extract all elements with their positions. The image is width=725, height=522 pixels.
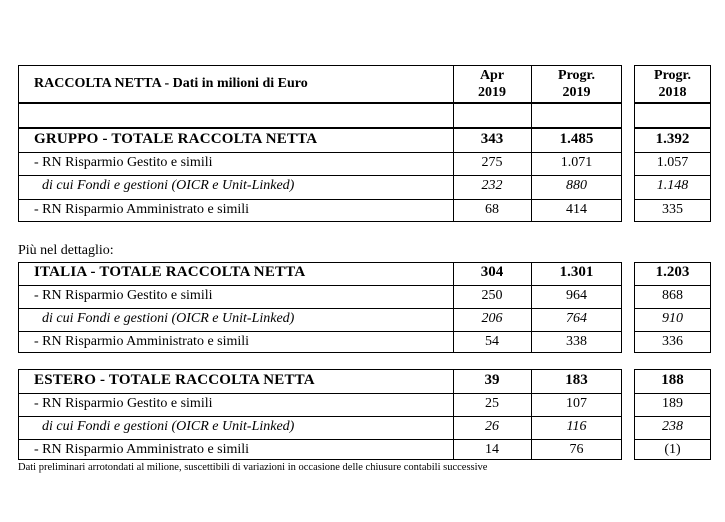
gruppo-fondi-apr2019: 232 — [481, 178, 503, 193]
row-divider — [634, 152, 711, 153]
column-header-line: Progr. — [654, 68, 691, 83]
gruppo-amministrato-progr2019: 414 — [566, 202, 587, 217]
row-divider — [634, 285, 711, 286]
row-divider — [634, 199, 711, 200]
row-divider — [634, 175, 711, 176]
estero-total-apr2019: 39 — [484, 372, 500, 388]
row-divider — [634, 393, 711, 394]
estero-amministrato-apr2019: 14 — [485, 442, 499, 457]
italia-gestito-label: - RN Risparmio Gestito e simili — [34, 288, 213, 303]
estero-total-progr2019: 183 — [565, 372, 588, 388]
italia-fondi-apr2019: 206 — [481, 311, 503, 326]
table-title: RACCOLTA NETTA - Dati in milioni di Euro — [34, 76, 308, 91]
estero-fondi-progr2018: 238 — [662, 419, 683, 434]
column-header-line: 2019 — [562, 85, 591, 100]
gruppo-gestito-apr2019: 275 — [481, 155, 503, 170]
gruppo-gestito-progr2018: 1.057 — [656, 155, 689, 170]
estero-total-label: ESTERO - TOTALE RACCOLTA NETTA — [34, 372, 315, 388]
estero-fondi-apr2019: 26 — [485, 419, 499, 434]
gruppo-amministrato-apr2019: 68 — [485, 202, 499, 217]
estero-gestito-apr2019: 25 — [485, 396, 499, 411]
row-divider — [18, 285, 622, 286]
row-divider — [634, 308, 711, 309]
column-header-line: 2019 — [478, 85, 506, 100]
italia-total-apr2019: 304 — [480, 264, 504, 280]
estero-gestito-progr2018: 189 — [662, 396, 683, 411]
estero-gestito-label: - RN Risparmio Gestito e simili — [34, 396, 213, 411]
spacer-row-right — [634, 103, 711, 128]
row-divider — [18, 152, 622, 153]
column-header-progr-2019 — [531, 67, 622, 101]
gruppo-gestito-progr2019: 1.071 — [560, 155, 593, 170]
gruppo-gestito-label: - RN Risparmio Gestito e simili — [34, 155, 213, 170]
row-divider — [634, 331, 711, 332]
estero-fondi-label: di cui Fondi e gestioni (OICR e Unit-Linked) — [42, 419, 295, 434]
italia-gestito-apr2019: 250 — [481, 288, 503, 303]
italia-fondi-progr2018: 910 — [662, 311, 683, 326]
estero-gestito-progr2019: 107 — [566, 396, 587, 411]
column-header-line: Progr. — [558, 68, 595, 83]
gruppo-fondi-progr2018: 1.148 — [656, 178, 689, 193]
row-divider — [634, 416, 711, 417]
row-divider — [634, 439, 711, 440]
row-divider — [18, 331, 622, 332]
gruppo-amministrato-label: - RN Risparmio Amministrato e simili — [34, 202, 250, 217]
row-divider — [18, 393, 622, 394]
estero-amministrato-label: - RN Risparmio Amministrato e simili — [34, 442, 250, 457]
divider — [531, 103, 532, 128]
italia-total-label: ITALIA - TOTALE RACCOLTA NETTA — [34, 264, 306, 280]
gruppo-amministrato-progr2018: 335 — [662, 202, 683, 217]
italia-total-progr2019: 1.301 — [559, 264, 594, 280]
row-divider — [18, 199, 622, 200]
detail-caption: Più nel dettaglio: — [18, 243, 114, 258]
estero-amministrato-progr2019: 76 — [569, 442, 584, 457]
column-header-progr-2018 — [634, 67, 711, 101]
estero-fondi-progr2019: 116 — [566, 419, 587, 434]
gruppo-total-progr2018: 1.392 — [655, 131, 690, 147]
italia-fondi-progr2019: 764 — [566, 311, 587, 326]
italia-amministrato-apr2019: 54 — [485, 334, 499, 349]
column-header-apr-2019 — [453, 67, 531, 101]
italia-amministrato-label: - RN Risparmio Amministrato e simili — [34, 334, 250, 349]
italia-total-progr2018: 1.203 — [655, 264, 690, 280]
footnote: Dati preliminari arrotondati al milione, suscettibili di variazioni in occasione delle chiusure contabili successive — [18, 462, 488, 473]
row-divider — [18, 308, 622, 309]
italia-amministrato-progr2019: 338 — [566, 334, 587, 349]
gruppo-total-label: GRUPPO - TOTALE RACCOLTA NETTA — [34, 131, 318, 147]
gruppo-fondi-label: di cui Fondi e gestioni (OICR e Unit-Linked) — [42, 178, 295, 193]
italia-gestito-progr2018: 868 — [662, 288, 683, 303]
italia-fondi-label: di cui Fondi e gestioni (OICR e Unit-Linked) — [42, 311, 295, 326]
estero-total-progr2018: 188 — [661, 372, 684, 388]
row-divider — [18, 416, 622, 417]
row-divider — [18, 175, 622, 176]
italia-gestito-progr2019: 964 — [566, 288, 587, 303]
column-header-line: Apr — [479, 68, 505, 83]
gruppo-total-progr2019: 1.485 — [559, 131, 594, 147]
estero-amministrato-progr2018: (1) — [664, 442, 681, 457]
gruppo-fondi-progr2019: 880 — [566, 178, 587, 193]
gruppo-total-apr2019: 343 — [480, 131, 504, 147]
column-header-line: 2018 — [658, 85, 687, 100]
italia-amministrato-progr2018: 336 — [662, 334, 683, 349]
row-divider — [18, 439, 622, 440]
divider — [453, 103, 454, 128]
